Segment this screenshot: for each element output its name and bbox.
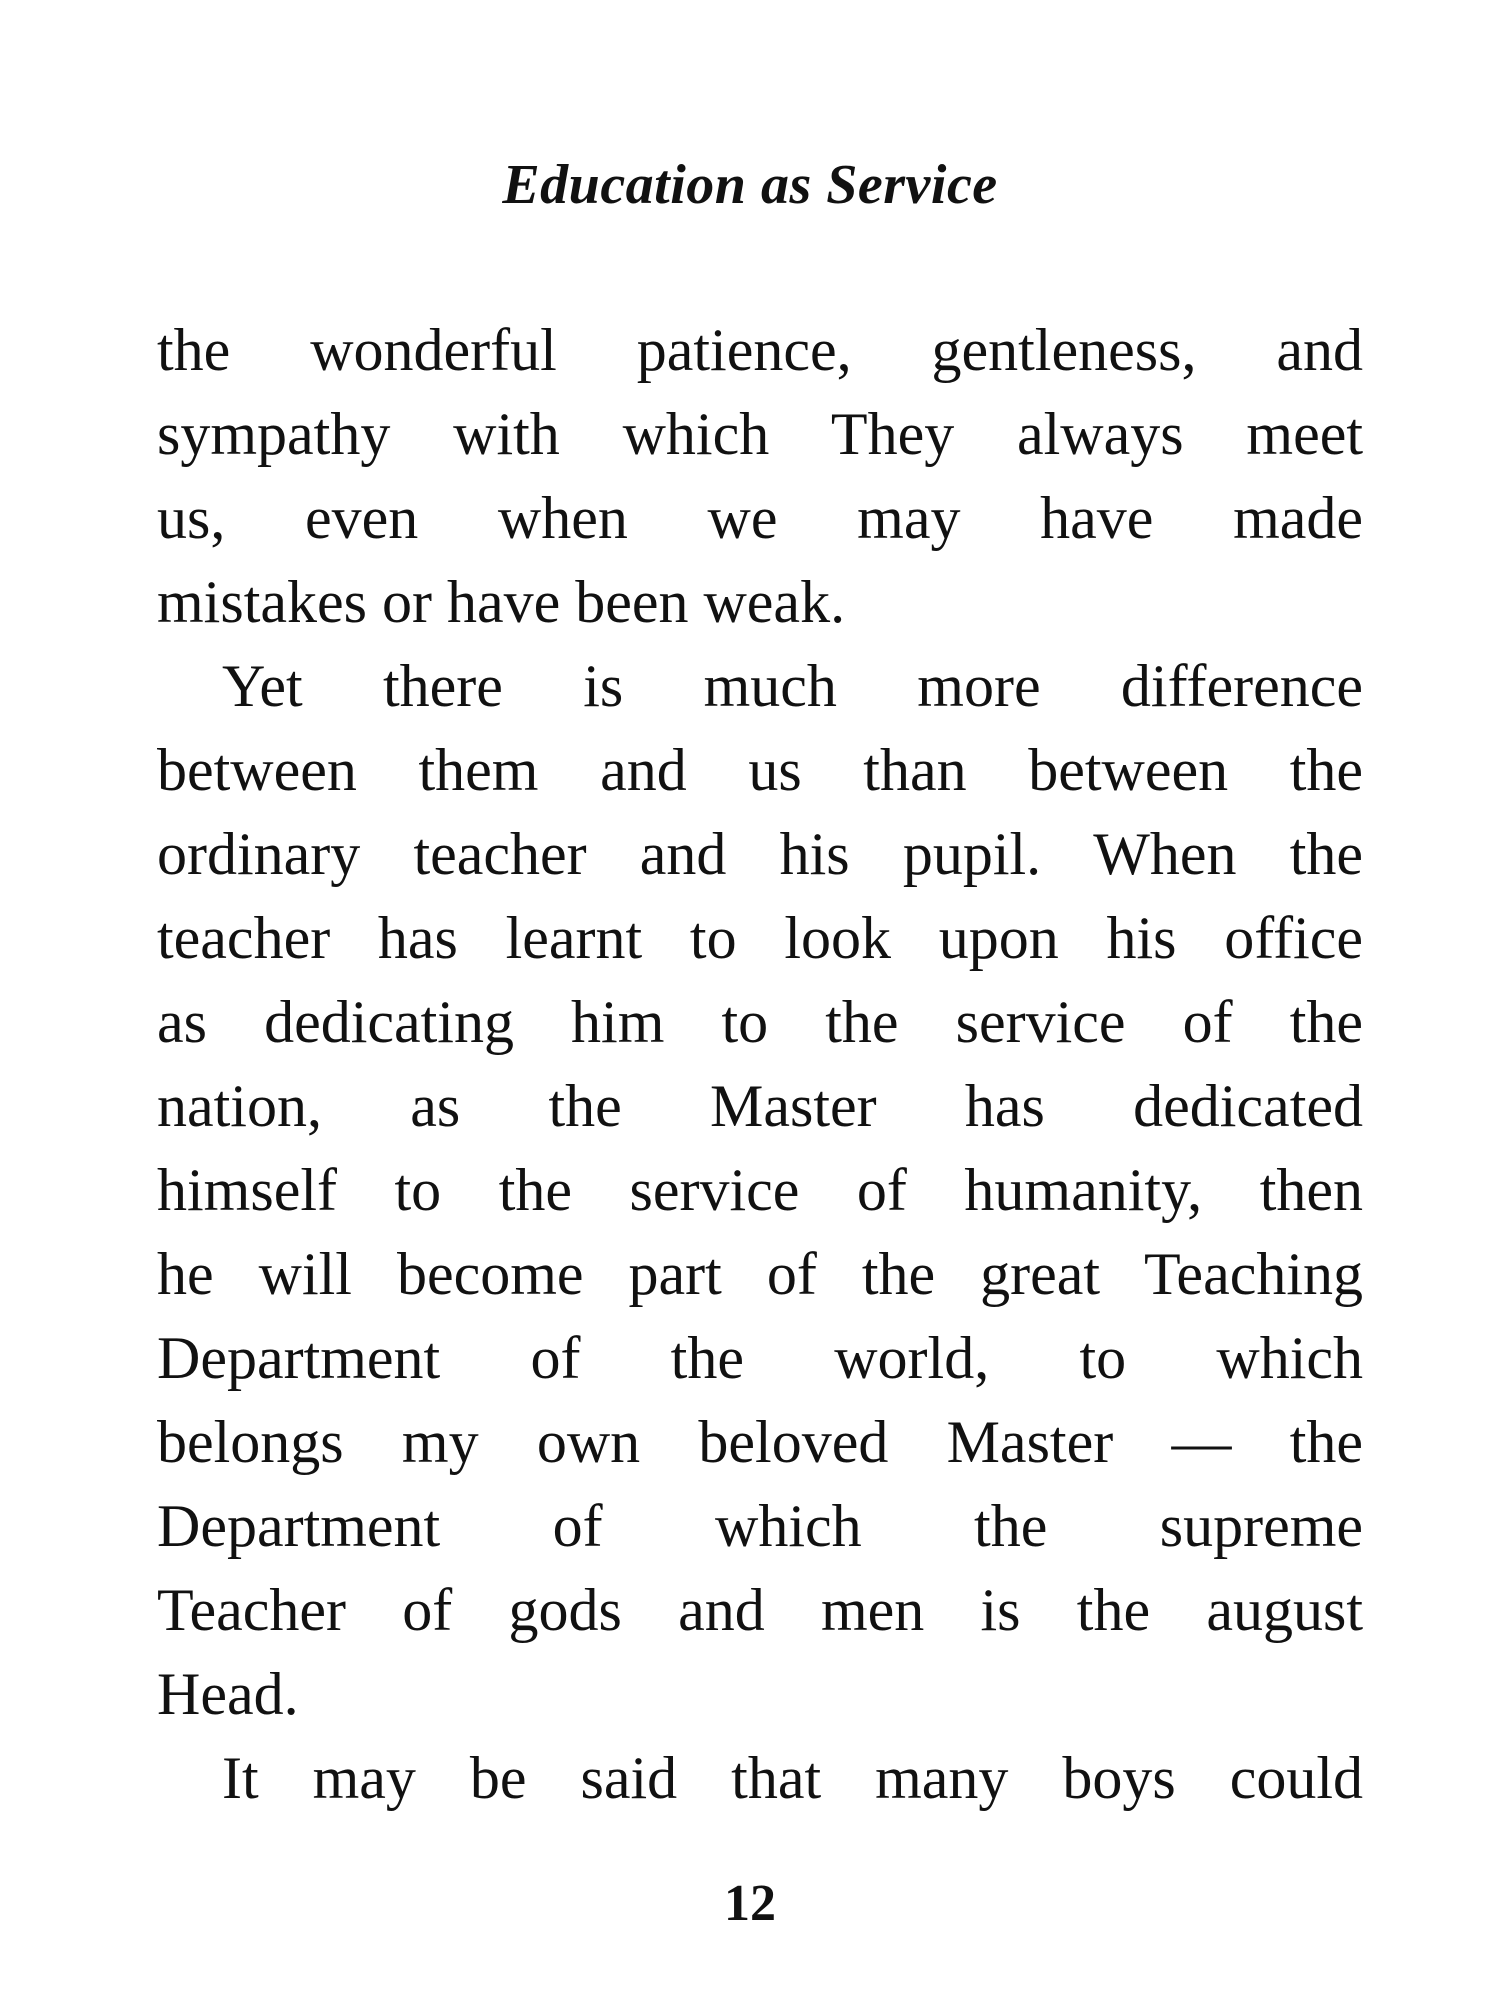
- text-line: as dedicating him to the service of the: [157, 989, 1363, 1055]
- text-line: Yet there is much more difference: [222, 653, 1363, 719]
- text-line: himself to the service of humanity, then: [157, 1157, 1363, 1223]
- text-line: teacher has learnt to look upon his office: [157, 905, 1363, 971]
- text-line: us, even when we may have made: [157, 485, 1363, 551]
- text-line: sympathy with which They always meet: [157, 401, 1363, 467]
- text-line: Department of the world, to which: [157, 1325, 1363, 1391]
- text-line: Teacher of gods and men is the august: [157, 1577, 1363, 1643]
- text-line: mistakes or have been weak.: [157, 569, 846, 635]
- text-line: nation, as the Master has dedicated: [157, 1073, 1363, 1139]
- text-line: the wonderful patience, gentleness, and: [157, 317, 1363, 383]
- text-line: ordinary teacher and his pupil. When the: [157, 821, 1363, 887]
- text-line: between them and us than between the: [157, 737, 1363, 803]
- text-line: Department of which the supreme: [157, 1493, 1363, 1559]
- text-line: Head.: [157, 1661, 299, 1727]
- text-line: he will become part of the great Teaching: [157, 1241, 1363, 1307]
- running-head: Education as Service: [502, 154, 998, 216]
- text-line: belongs my own beloved Master — the: [157, 1409, 1363, 1475]
- page-number: 12: [724, 1875, 776, 1932]
- text-line: It may be said that many boys could: [222, 1745, 1363, 1811]
